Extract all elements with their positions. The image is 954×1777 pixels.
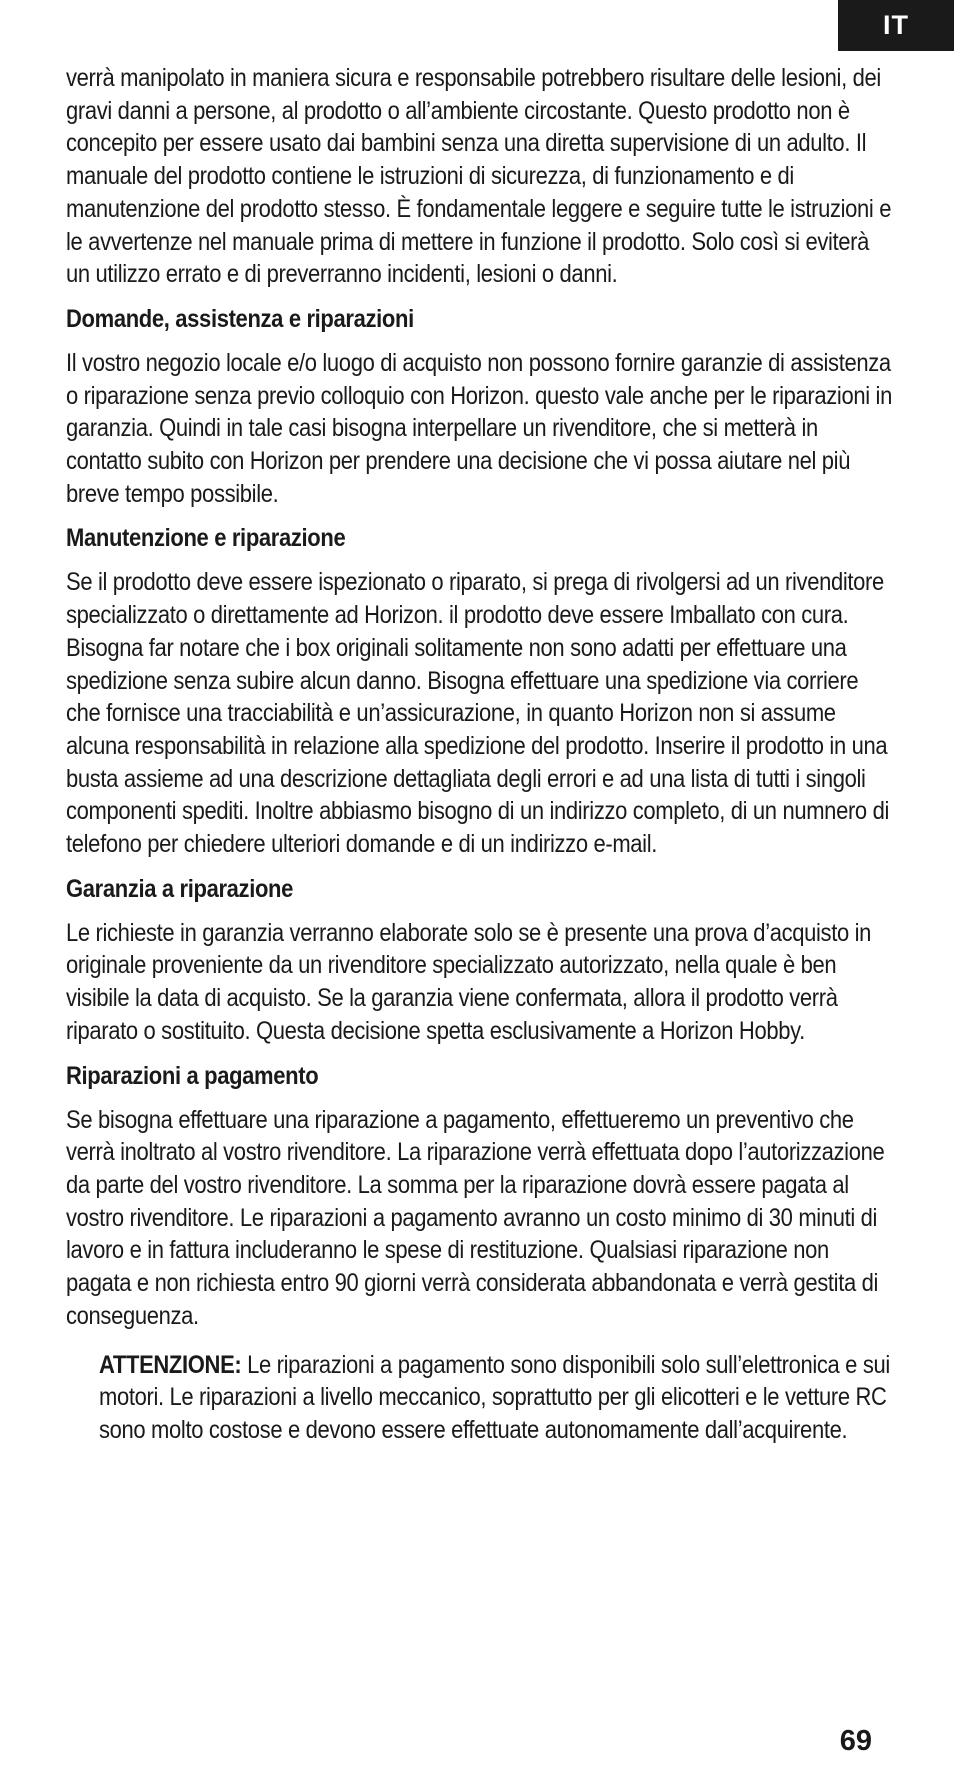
- attention-label: ATTENZIONE:: [99, 1350, 242, 1379]
- section-heading-assistance: Domande, assistenza e riparazioni: [66, 304, 414, 333]
- section-heading-maintenance: Manutenzione e riparazione: [66, 524, 346, 553]
- section-text-maintenance: Se il prodotto deve essere ispezionato o riparato, si prega di rivolgersi ad un rivenditore specializzato o direttamente ad Horizon. il prodotto deve essere Imballato con cura. Bisogna far notare che i box originali solitamente non sono adatti per effettuare una spedizione senza subire alcun danno. Bisogna effettuare una spedizione via corriere che fornisce una tracciabilità e un’assicurazione, in quanto Horizon non si assume alcuna responsabilità in relazione alla spedizione del prodotto. Inserire il prodotto in una busta assieme ad una descrizione dettagliata degli errori e ad una lista di tutti i singoli componenti spediti. Inoltre abbiasmo bisogno di un indirizzo completo, di un numnero di telefono per chiedere ulteriori domande e di un indirizzo e-mail.: [66, 568, 889, 859]
- section-text-paid-repairs: Se bisogna effettuare una riparazione a pagamento, effettueremo un preventivo che verrà inoltrato al vostro rivenditore. La riparazione verrà effettuata dopo l’autorizzazione da parte del vostro rivenditore. La somma per la riparazione dovrà essere pagata al vostro rivenditore. Le riparazioni a pagamento avranno un costo minimo di 30 minuti di lavoro e in fattura includeranno le spese di restituzione. Qualsiasi riparazione non pagata e non richiesta entro 90 giorni verrà considerata abbandonata e verrà gestita di conseguenza.: [66, 1105, 885, 1330]
- attention-note: [99, 1349, 926, 1447]
- section-text-warranty: Le richieste in garanzia verranno elaborate solo se è presente una prova d’acquisto in originale proveniente da un rivenditore specializzato autorizzato, nella quale è ben visibile la data di acquisto. Se la garanzia viene confermata, allora il prodotto verrà riparato o sostituito. Questa decisione spetta esclusivamente a Horizon Hobby.: [66, 918, 872, 1045]
- section-heading-paid-repairs: Riparazioni a pagamento: [66, 1061, 319, 1090]
- document-body: [66, 62, 898, 1447]
- attention-text: Le riparazioni a pagamento sono disponibili solo sull’elettronica e sui motori. Le riparazioni a livello meccanico, soprattutto per gli elicotteri e le vetture RC sono molto costose e devono essere effettuate autonomamente dall’acquirente.: [99, 1350, 890, 1444]
- language-tab: IT: [838, 0, 954, 51]
- page-number: 69: [839, 1725, 872, 1757]
- section-heading-warranty: Garanzia a riparazione: [66, 874, 294, 903]
- intro-paragraph: verrà manipolato in maniera sicura e responsabile potrebbero risultare delle lesioni, dei gravi danni a persone, al prodotto o all’ambiente circostante. Questo prodotto non è concepito per essere usato dai bambini senza una diretta supervisione di un adulto. Il manuale del prodotto contiene le istruzioni di sicurezza, di funzionamento e di manutenzione del prodotto stesso. È fondamentale leggere e seguire tutte le istruzioni e le avvertenze nel manuale prima di mettere in funzione il prodotto. Solo così si eviterà un utilizzo errato e di preverranno incidenti, lesioni o danni.: [66, 64, 892, 289]
- section-text-assistance: Il vostro negozio locale e/o luogo di acquisto non possono fornire garanzie di assistenza o riparazione senza previo colloquio con Horizon. questo vale anche per le riparazioni in garanzia. Quindi in tale casi bisogna interpellare un rivenditore, che si metterà in contatto subito con Horizon per prendere una decisione che vi possa aiutare nel più breve tempo possibile.: [66, 348, 892, 508]
